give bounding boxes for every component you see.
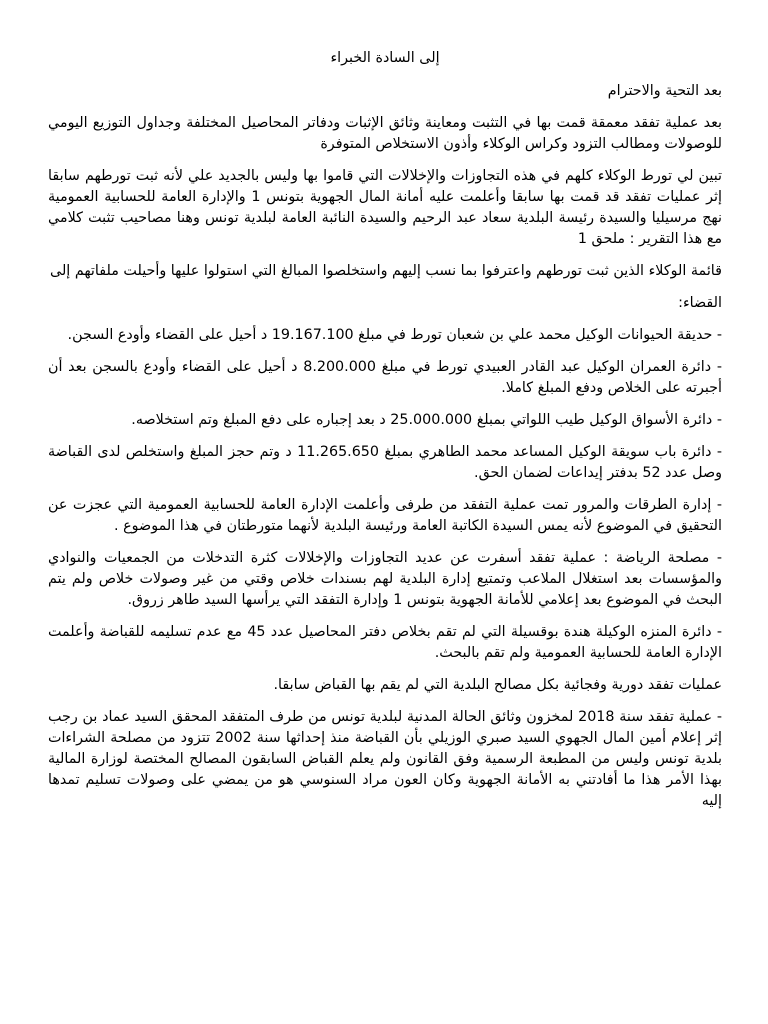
list-item-menzah: - دائرة المنزه الوكيلة هندة بوقسيلة التي لم تقم بخلاص دفتر المحاصيل عدد 45 مع عدم تسليمه للقباضة وأعلمت الإدارة العامة للحسابية العمومية ولم تقم بالبحث.	[48, 624, 722, 661]
list-item-zoo: - حديقة الحيوانات الوكيل محمد علي بن شعبان تورط في مبلغ 19.167.100 د أحيل على القضاء وأودع السجن.	[67, 327, 722, 343]
paragraph-inspection: بعد عملية تفقد معمقة قمت بها في التثبت ومعاينة وثائق الإثبات ودفاتر المحاصيل المختلفة وجداول التوزيع اليومي للوصولات ومطالب التزود وكراس الوكلاء وأذون الاستخلاص المتوفرة	[48, 115, 722, 152]
paragraph-findings: تبين لي تورط الوكلاء كلهم في هذه التجاوزات والإخلالات التي قاموا بها وليس بالجديد علي لأنه ثبت تورطهم سابقا إثر عمليات تفقد قد قمت بها سابقا وأعلمت عليه أمانة المال الجهوية بتونس 1 والإدارة العامة للحسابية العمومية نهج مرسيليا والسيدة رئيسة البلدية سعاد عبد الرحيم والسيدة النائبة العامة لبلدية تونس وهنا مصاحيب تثبت كلامي مع هذا التقرير : ملحق 1	[48, 168, 722, 247]
paragraph-periodic-inspections: عمليات تفقد دورية وفجائية بكل مصالح البلدية التي لم يقم بها القباض سابقا.	[273, 677, 722, 693]
list-item-urbanism: - دائرة العمران الوكيل عبد القادر العبيدي تورط في مبلغ 8.200.000 د أحيل على القضاء وأودع بالسجن بعد أن أجبرته على الخلاص ودفع المبلغ كاملا.	[48, 359, 722, 396]
paragraph-judiciary: القضاء:	[678, 295, 722, 311]
list-item-roads-traffic: - إدارة الطرقات والمرور تمت عملية التفقد من طرفى وأعلمت الإدارة العامة للحسابية العمومية التي عجزت عن التحقيق في الموضوع لأنه يمس السيدة الكاتبة العامة ورئيسة البلدية لأنهما متورطتان في هذا الموضوع .	[48, 497, 722, 534]
paragraph-agents-list-intro: قائمة الوكلاء الذين ثبت تورطهم واعترفوا بما نسب إليهم واستخلصوا المبالغ التي استولوا عليها وأحيلت ملفاتهم إلى	[50, 263, 722, 279]
list-item-markets: - دائرة الأسواق الوكيل طيب اللواتي بمبلغ 25.000.000 د بعد إجباره على دفع المبلغ وتم استخلاصه.	[131, 412, 722, 428]
list-item-sports: - مصلحة الرياضة : عملية تفقد أسفرت عن عديد التجاوزات والإخلالات كثرة التدخلات من الجمعيات والنوادي والمؤسسات بعد استغلال الملاعب وتمتيع إدارة البلدية لهم بسندات خلاص وقتي من غير وصولات خلاص ولم يتم البحث في الموضوع بعد إعلامي للأمانة الجهوية بتونس 1 وإدارة التفقد التي يرأسها السيد طاهر زروق.	[48, 550, 722, 608]
letter-heading: إلى السادة الخبراء	[330, 50, 440, 66]
list-item-bab-souika: - دائرة باب سويقة الوكيل المساعد محمد الطاهري بمبلغ 11.265.650 د وتم حجز المبلغ واستخلص لدى القباضة وصل عدد 52 بدفتر إيداعات لضمان الحق.	[48, 444, 723, 481]
list-item-civil-status-2018: - عملية تفقد سنة 2018 لمخزون وثائق الحالة المدنية لبلدية تونس من طرف المتفقد المحقق السيد عماد بن رجب إثر إعلام أمين المال الجهوي السيد صبري الوزيلي بأن القباضة منذ إحداثها سنة 2002 تتزود من مصلحة الشراءات بلدية تونس وليس من المطبعة الرسمية وفق القانون ولم يعلم القباض السابقون المصالح المختصة لوزارة المالية بهذا الأمر هذا ما أفادتني به الأمانة الجهوية وكان العون مراد السنوسي هو من يمضي على وصولات تسليم تمدها إليه	[48, 709, 722, 809]
letter-page	[48, 48, 722, 823]
greeting: بعد التحية والاحترام	[607, 83, 722, 99]
